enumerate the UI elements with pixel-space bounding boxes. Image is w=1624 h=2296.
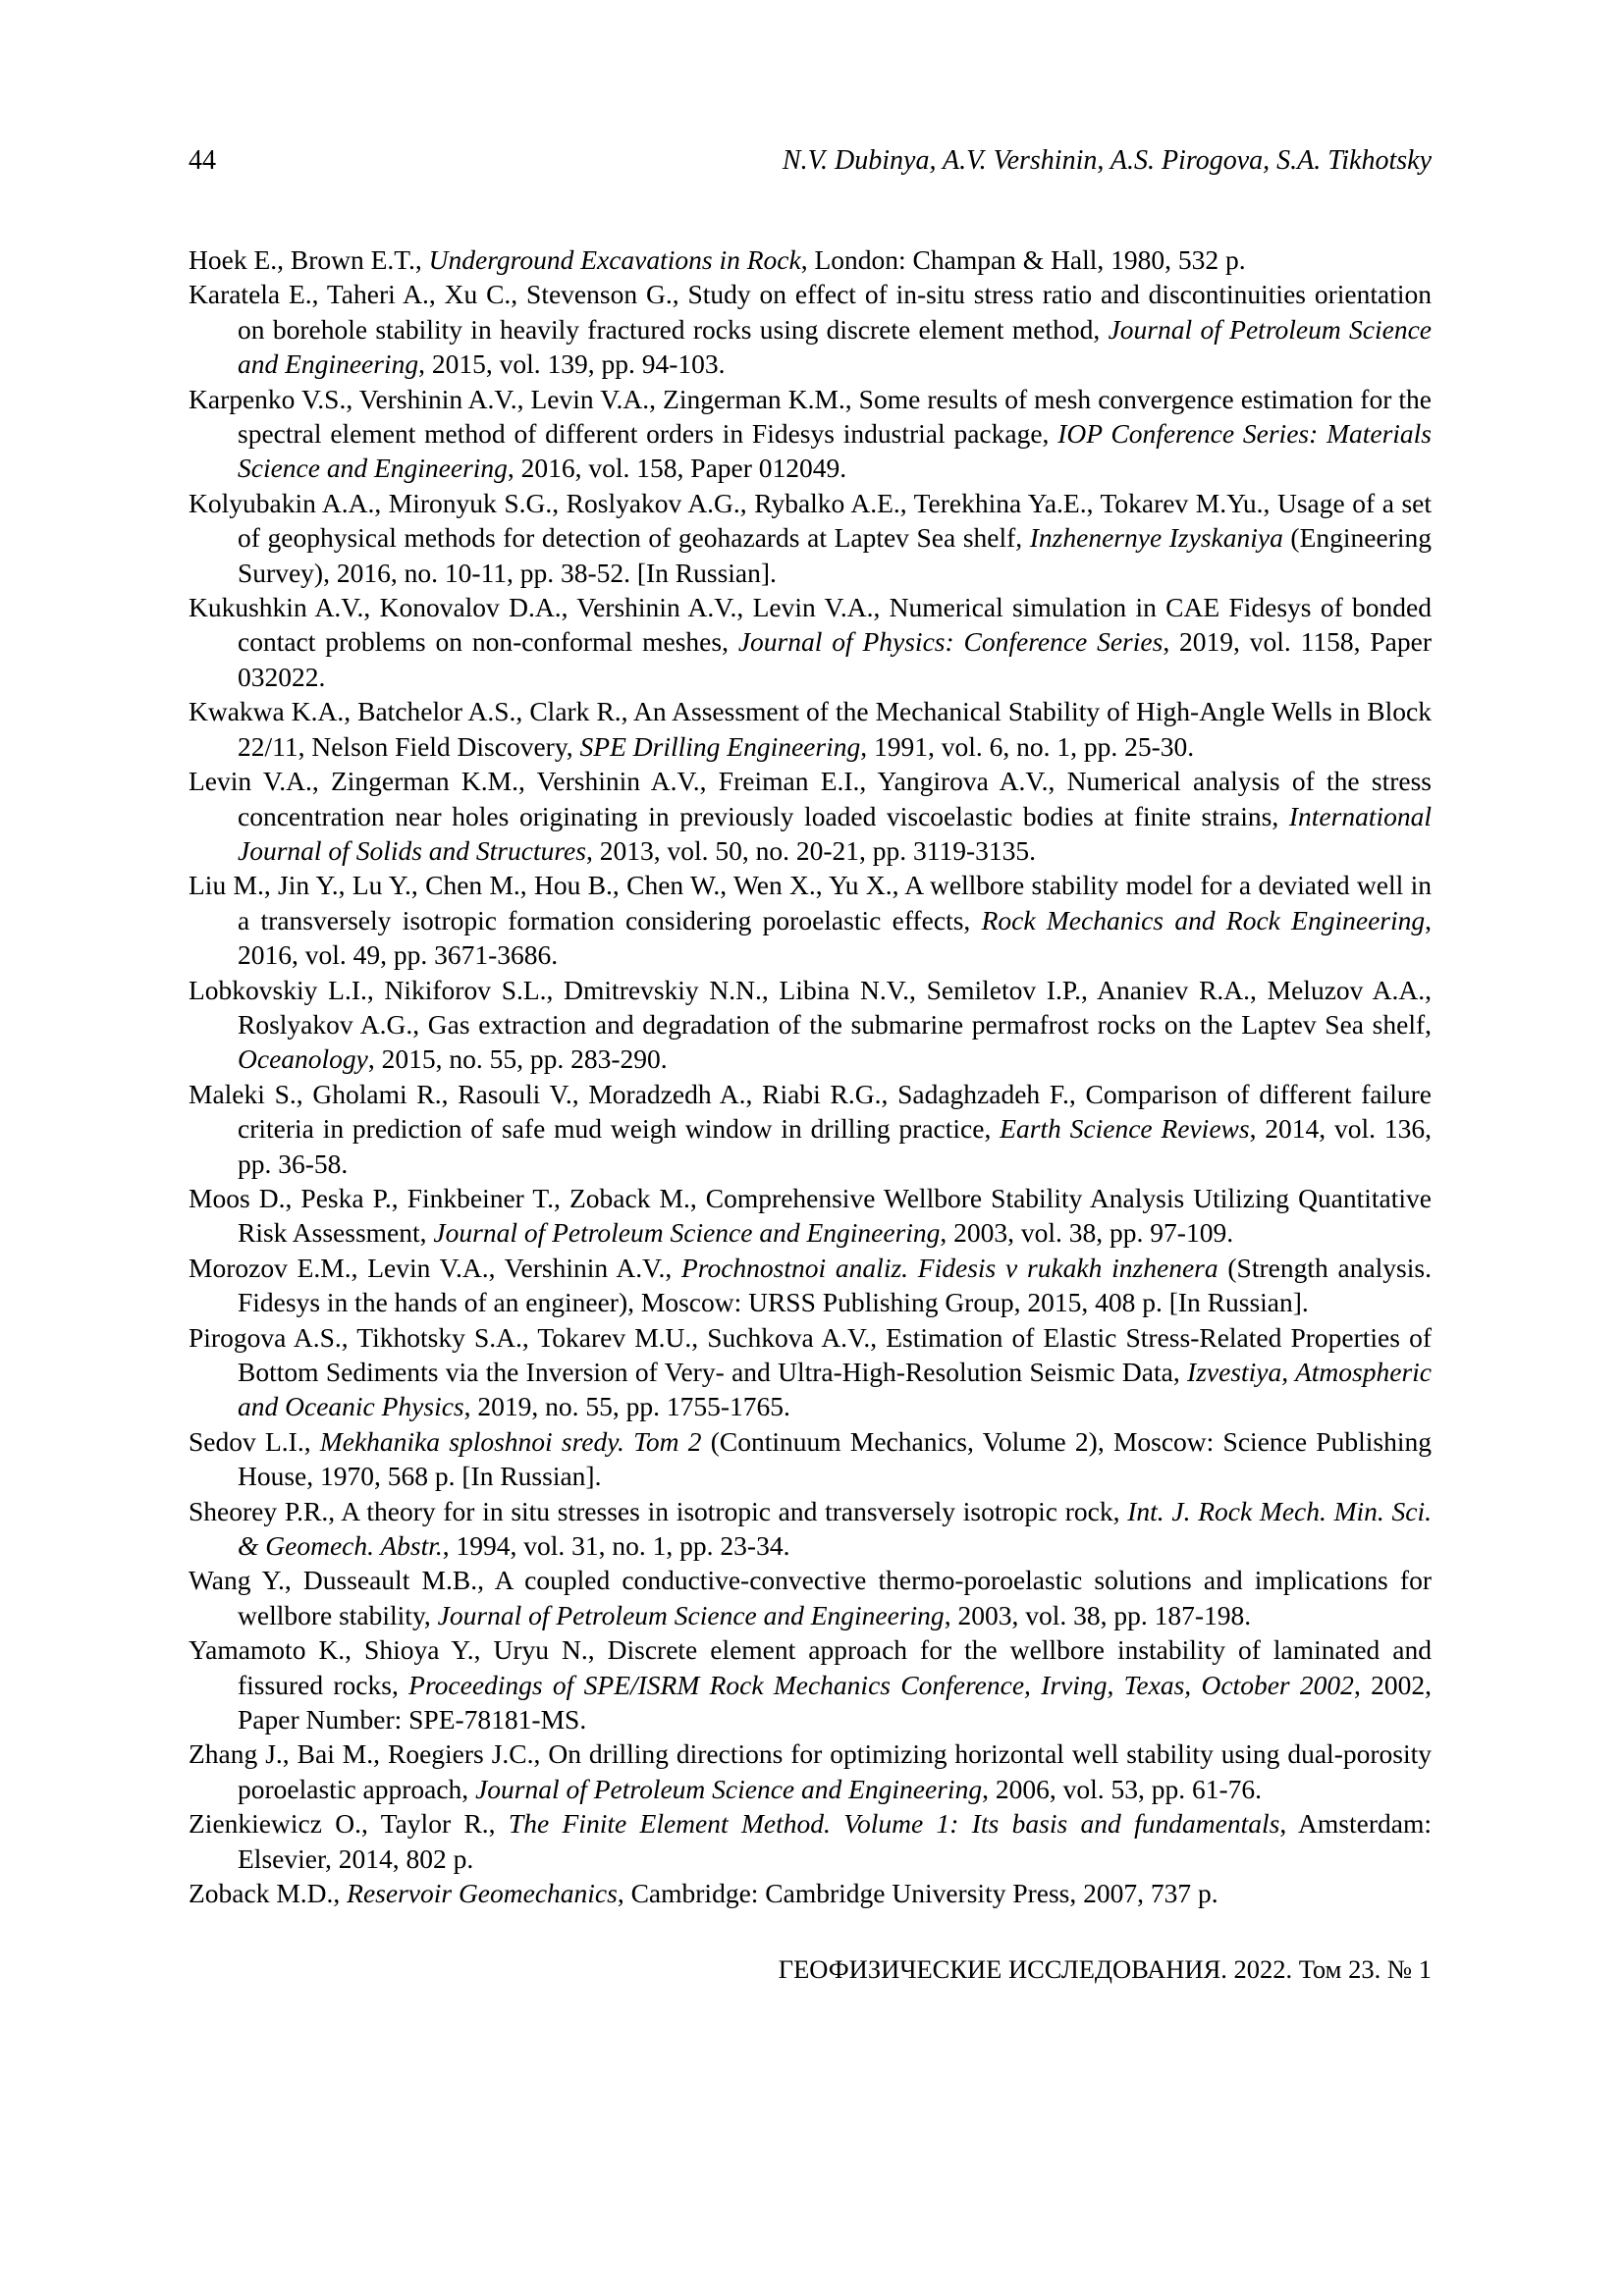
reference-item	[189, 1876, 1432, 1910]
reference-item	[189, 764, 1432, 868]
reference-text-run: Moos D., Peska P., Finkbeiner T., Zoback M., Comprehensive Wellbore Stability Analysis Utilizing Quantitative Risk Assessment,	[189, 1182, 1432, 1249]
reference-text-run: , 2016, vol. 49, pp. 3671-3686.	[238, 904, 1432, 971]
reference-text-run: Karpenko V.S., Vershinin A.V., Levin V.A., Zingerman K.M., Some results of mesh convergence estimation for the spectral element method of different orders in Fidesys industrial package,	[189, 383, 1432, 450]
reference-item	[189, 973, 1432, 1077]
reference-text-run: Hoek E., Brown E.T.,	[189, 244, 429, 275]
reference-italic-run: Rock Mechanics and Rock Engineering	[981, 904, 1426, 935]
reference-item	[189, 277, 1432, 381]
reference-italic-run: Journal of Petroleum Science and Engineering	[433, 1217, 941, 1249]
reference-text-run: Maleki S., Gholami R., Rasouli V., Moradzedh A., Riabi R.G., Sadaghzadeh F., Comparison of different failure criteria in prediction of safe mud weigh window in drilling practice,	[189, 1078, 1432, 1145]
reference-text-run: (Continuum Mechanics, Volume 2), Moscow: Science Publishing House, 1970, 568 p. [In Russian].	[238, 1425, 1432, 1492]
reference-text-run: , Amsterdam: Elsevier, 2014, 802 p.	[238, 1808, 1432, 1874]
reference-text-run: , London: Champan & Hall, 1980, 532 p.	[800, 244, 1246, 275]
reference-item	[189, 1424, 1432, 1494]
reference-text-run: , 2003, vol. 38, pp. 187-198.	[944, 1599, 1252, 1630]
reference-text-run: , 1991, vol. 6, no. 1, pp. 25-30.	[860, 730, 1195, 762]
reference-item	[189, 1563, 1432, 1632]
reference-text-run: , 1994, vol. 31, no. 1, pp. 23-34.	[442, 1530, 790, 1562]
reference-item	[189, 1806, 1432, 1876]
reference-italic-run: IOP Conference Series: Materials Science and Engineering	[238, 418, 1433, 484]
reference-italic-run: SPE Drilling Engineering	[579, 730, 861, 762]
reference-item	[189, 1181, 1432, 1251]
references-section	[189, 242, 1432, 1986]
reference-text-run: , 2014, vol. 136, pp. 36-58.	[238, 1113, 1433, 1179]
reference-text-run: Pirogova A.S., Tikhotsky S.A., Tokarev M.U., Suchkova A.V., Estimation of Elastic Stress-Related Properties of Bottom Sediments via the Inversion of Very- and Ultra-High-Resolution Seismic Data,	[189, 1321, 1432, 1387]
reference-text-run: Kolyubakin A.A., Mironyuk S.G., Roslyakov A.G., Rybalko A.E., Terekhina Ya.E., Tokarev M.Yu., Usage of a set of geophysical methods for detection of geohazards at Laptev Sea shelf,	[189, 487, 1432, 554]
reference-italic-run: Inzhenernye Izyskaniya	[1029, 522, 1283, 554]
reference-italic-run: Izvestiya, Atmospheric and Oceanic Physics	[238, 1357, 1432, 1422]
reference-text-run: Zoback M.D.,	[189, 1878, 348, 1909]
running-head: N.V. Dubinya, A.V. Vershinin, A.S. Pirogova, S.A. Tikhotsky	[782, 145, 1432, 176]
reference-italic-run: International Journal of Solids and Structures	[238, 800, 1432, 866]
reference-italic-run: Journal of Petroleum Science and Engineering	[475, 1773, 983, 1804]
reference-item	[189, 242, 1432, 277]
reference-text-run: , 2015, vol. 139, pp. 94-103.	[418, 348, 726, 380]
reference-item	[189, 1320, 1432, 1424]
reference-item	[189, 1251, 1432, 1320]
reference-text-run: , 2019, no. 55, pp. 1755-1765.	[463, 1391, 790, 1422]
reference-list	[189, 242, 1432, 1911]
journal-footer: ГЕОФИЗИЧЕСКИЕ ИССЛЕДОВАНИЯ. 2022. Том 23. № 1	[778, 1953, 1432, 1984]
reference-italic-run: Underground Excavations in Rock	[428, 244, 801, 275]
reference-text-run: , 2013, vol. 50, no. 20-21, pp. 3119-3135.	[585, 834, 1037, 866]
reference-item	[189, 1736, 1432, 1806]
reference-text-run: Kwakwa K.A., Batchelor A.S., Clark R., An Assessment of the Mechanical Stability of High-Angle Wells in Block 22/11, Nelson Field Discovery,	[189, 696, 1432, 762]
reference-text-run: Sheorey P.R., A theory for in situ stresses in isotropic and transversely isotropic rock,	[189, 1495, 1128, 1526]
reference-text-run: Morozov E.M., Levin V.A., Vershinin A.V.,	[189, 1252, 681, 1283]
reference-item	[189, 590, 1432, 694]
reference-italic-run: Earth Science Reviews	[1000, 1113, 1250, 1145]
reference-italic-run: Journal of Physics: Conference Series	[737, 626, 1164, 658]
page-number: 44	[189, 145, 216, 176]
reference-italic-run: Oceanology	[238, 1043, 368, 1075]
reference-text-run: Zienkiewicz O., Taylor R.,	[189, 1808, 509, 1840]
reference-text-run: Sedov L.I.,	[189, 1425, 320, 1457]
reference-italic-run: Mekhanika sploshnoi sredy. Tom 2	[319, 1425, 702, 1457]
reference-italic-run: Int. J. Rock Mech. Min. Sci. & Geomech. Abstr.	[238, 1495, 1432, 1562]
reference-italic-run: Prochnostnoi analiz. Fidesis v rukakh inzhenera	[680, 1252, 1218, 1283]
reference-text-run: Zhang J., Bai M., Roegiers J.C., On drilling directions for optimizing horizontal well stability using dual-porosity poroelastic approach,	[189, 1738, 1432, 1804]
reference-italic-run: Reservoir Geomechanics	[347, 1878, 618, 1909]
reference-text-run: Lobkovskiy L.I., Nikiforov S.L., Dmitrevskiy N.N., Libina N.V., Semiletov I.P., Ananiev R.A., Meluzov A.A., Roslyakov A.G., Gas extraction and degradation of the submarine permafrost rocks on the Laptev Sea shelf,	[189, 974, 1432, 1040]
reference-text-run: , 2006, vol. 53, pp. 61-76.	[982, 1773, 1263, 1804]
reference-text-run: Wang Y., Dusseault M.B., A coupled conductive-convective thermo-poroelastic solutions and implications for wellbore stability,	[189, 1565, 1432, 1630]
reference-text-run: , 2003, vol. 38, pp. 97-109.	[940, 1217, 1234, 1249]
reference-item	[189, 694, 1432, 764]
reference-text-run: , 2019, vol. 1158, Paper 032022.	[238, 626, 1432, 692]
reference-italic-run: Journal of Petroleum Science and Engineering	[238, 313, 1432, 380]
reference-italic-run: Journal of Petroleum Science and Engineering	[437, 1599, 945, 1630]
reference-text-run: (Engineering Survey), 2016, no. 10-11, pp. 38-52. [In Russian].	[238, 522, 1432, 588]
reference-italic-run: The Finite Element Method. Volume 1: Its basis and fundamentals	[508, 1808, 1280, 1840]
reference-text-run: , Cambridge: Cambridge University Press, 2007, 737 p.	[617, 1878, 1218, 1909]
reference-item	[189, 1077, 1432, 1181]
reference-item	[189, 382, 1432, 486]
reference-text-run: Kukushkin A.V., Konovalov D.A., Vershinin A.V., Levin V.A., Numerical simulation in CAE Fidesys of bonded contact problems on non-conformal meshes,	[189, 592, 1432, 658]
page-header	[189, 143, 1432, 179]
reference-text-run: Karatela E., Taheri A., Xu C., Stevenson G., Study on effect of in-situ stress ratio and discontinuities orientation on borehole stability in heavily fractured rocks using discrete element method,	[189, 279, 1432, 345]
reference-item	[189, 1632, 1432, 1736]
reference-item	[189, 868, 1432, 972]
reference-text-run: , 2015, no. 55, pp. 283-290.	[367, 1043, 668, 1075]
reference-text-run: Levin V.A., Zingerman K.M., Vershinin A.V., Freiman E.I., Yangirova A.V., Numerical analysis of the stress concentration near holes originating in previously loaded viscoelastic bodies at finite strains,	[189, 766, 1432, 831]
reference-text-run: , 2016, vol. 158, Paper 012049.	[507, 453, 847, 484]
reference-italic-run: Proceedings of SPE/ISRM Rock Mechanics Conference, Irving, Texas, October 2002	[408, 1669, 1354, 1700]
reference-text-run: Yamamoto K., Shioya Y., Uryu N., Discrete element approach for the wellbore instability of laminated and fissured rocks,	[189, 1634, 1432, 1700]
reference-text-run: (Strength analysis. Fidesys in the hands of an engineer), Moscow: URSS Publishing Group, 2015, 408 p. [In Russian].	[238, 1252, 1432, 1318]
reference-item	[189, 1494, 1432, 1564]
reference-text-run: Liu M., Jin Y., Lu Y., Chen M., Hou B., Chen W., Wen X., Yu X., A wellbore stability model for a deviated well in a transversely isotropic formation considering poroelastic effects,	[189, 870, 1432, 935]
reference-item	[189, 486, 1432, 590]
reference-text-run: , 2002, Paper Number: SPE-78181-MS.	[238, 1669, 1433, 1735]
